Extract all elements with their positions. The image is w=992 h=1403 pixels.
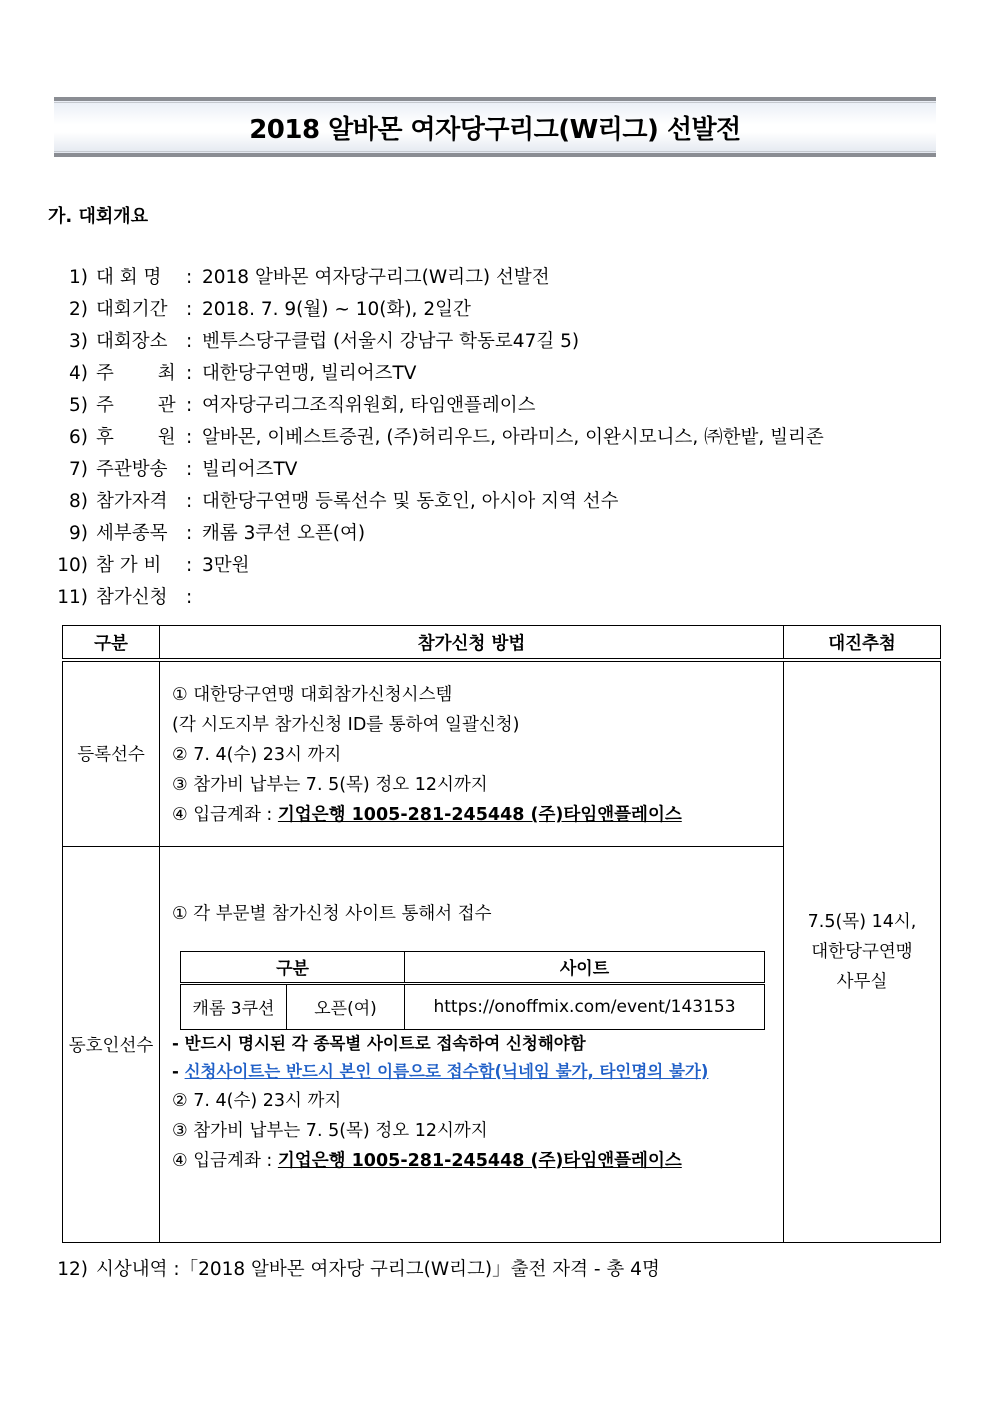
item-colon: : xyxy=(186,331,193,352)
item-label: 대 회 명 xyxy=(96,267,162,288)
item-value: 2018 알바몬 여자당구리그(W리그) 선발전 xyxy=(202,267,550,288)
item-colon: : xyxy=(186,587,193,608)
item-value: 알바몬, 이베스트증권, (주)허리우드, 아라미스, 이완시모니스, ㈜한밭, 빌리존 xyxy=(202,427,824,448)
note-prefix: - xyxy=(172,1061,185,1081)
list-item xyxy=(46,582,824,614)
overview-list xyxy=(46,262,824,614)
item-colon: : xyxy=(186,427,193,448)
item-label: 참 가 비 xyxy=(96,555,162,576)
item-number: 2) xyxy=(69,299,88,320)
table-header-row xyxy=(63,626,941,661)
bank-account: 기업은행 1005-281-245448 (주)타임앤플레이스 xyxy=(277,805,682,825)
note-line: - 반드시 명시된 각 종목별 사이트로 접속하여 신청해야함 xyxy=(172,1033,586,1053)
item-value: 캐롬 3쿠션 오픈(여) xyxy=(202,523,366,544)
list-item xyxy=(46,390,824,422)
item-label: 후 원 xyxy=(96,427,176,448)
item-colon: : xyxy=(186,363,193,384)
site-table xyxy=(180,951,765,1030)
item-label: 참가자격 xyxy=(96,491,168,512)
prize-text: 시상내역 :「2018 알바몬 여자당 구리그(W리그)」출전 자격 - 총 4명 xyxy=(96,1259,660,1280)
bank-account: 기업은행 1005-281-245448 (주)타임앤플레이스 xyxy=(277,1150,682,1171)
item-colon: : xyxy=(186,555,193,576)
item-number: 8) xyxy=(69,491,88,512)
list-item xyxy=(46,550,824,582)
item-number: 3) xyxy=(69,331,88,352)
site-row xyxy=(181,983,765,1029)
item-label: 주 관 xyxy=(96,395,176,416)
item-number: 6) xyxy=(69,427,88,448)
header-method: 참가신청 방법 xyxy=(160,626,784,661)
method-line: ③ 참가비 납부는 7. 5(목) 정오 12시까지 xyxy=(172,1120,488,1141)
item-label: 대회장소 xyxy=(96,331,168,352)
item-number: 11) xyxy=(57,587,88,608)
method-line: ① 각 부문별 참가신청 사이트 통해서 접수 xyxy=(172,903,492,924)
site-header-site: 사이트 xyxy=(405,951,765,983)
item-label: 세부종목 xyxy=(96,523,168,544)
site-header-row xyxy=(181,951,765,983)
draw-cell xyxy=(784,660,941,1242)
account-line xyxy=(172,1146,783,1176)
registration-table xyxy=(62,625,941,1243)
item-number: 4) xyxy=(69,363,88,384)
item-value: 여자당구리그조직위원회, 타임앤플레이스 xyxy=(202,395,536,416)
item-colon: : xyxy=(186,459,193,480)
item-number: 12) xyxy=(57,1259,88,1280)
item-value: 2018. 7. 9(월) ~ 10(화), 2일간 xyxy=(202,299,471,320)
list-item xyxy=(46,486,824,518)
item-value: 대한당구연맹 등록선수 및 동호인, 아시아 지역 선수 xyxy=(202,491,619,512)
site-url[interactable]: https://onoffmix.com/event/143153 xyxy=(405,983,765,1029)
draw-line: 대한당구연맹 xyxy=(811,941,913,962)
item-value: 3만원 xyxy=(202,555,250,576)
item-label: 주관방송 xyxy=(96,459,168,480)
header-draw: 대진추첨 xyxy=(784,626,941,661)
item-value: 빌리어즈TV xyxy=(202,459,298,480)
account-prefix: ④ 입금계좌 : xyxy=(172,805,278,825)
item-colon: : xyxy=(186,267,193,288)
amateur-label: 동호인선수 xyxy=(63,846,160,1242)
header-category: 구분 xyxy=(63,626,160,661)
item-number: 1) xyxy=(69,267,88,288)
document-title: 2018 알바몬 여자당구리그(W리그) 선발전 xyxy=(249,114,741,145)
amateur-method xyxy=(160,846,784,1242)
item-colon: : xyxy=(186,299,193,320)
method-line: ① 대한당구연맹 대회참가신청시스템 xyxy=(172,685,453,705)
list-item xyxy=(46,454,824,486)
account-prefix: ④ 입금계좌 : xyxy=(172,1150,278,1171)
list-item xyxy=(46,422,824,454)
item-number: 10) xyxy=(57,555,88,576)
list-item xyxy=(46,326,824,358)
draw-line: 사무실 xyxy=(836,971,888,992)
note-link[interactable]: 신청사이트는 반드시 본인 이름으로 접수함(닉네임 불가, 타인명의 불가) xyxy=(184,1061,709,1081)
registered-label: 등록선수 xyxy=(63,660,160,846)
method-line: ③ 참가비 납부는 7. 5(목) 정오 12시까지 xyxy=(172,775,488,795)
item-number: 7) xyxy=(69,459,88,480)
item-label: 대회기간 xyxy=(96,299,168,320)
list-item xyxy=(46,294,824,326)
site-division: 오픈(여) xyxy=(287,983,405,1029)
item-colon: : xyxy=(186,395,193,416)
account-line xyxy=(172,800,783,830)
prize-item xyxy=(46,1254,660,1286)
list-item xyxy=(46,358,824,390)
item-colon: : xyxy=(186,491,193,512)
item-label: 참가신청 xyxy=(96,587,168,608)
draw-line: 7.5(목) 14시, xyxy=(807,911,917,932)
list-item xyxy=(46,518,824,550)
item-number: 9) xyxy=(69,523,88,544)
item-label: 주 최 xyxy=(96,363,176,384)
item-value: 대한당구연맹, 빌리어즈TV xyxy=(202,363,417,384)
item-value: 벤투스당구클럽 (서울시 강남구 학동로47길 5) xyxy=(202,331,580,352)
method-line: ② 7. 4(수) 23시 까지 xyxy=(172,745,342,765)
method-line: (각 시도지부 참가신청 ID를 통하여 일괄신청) xyxy=(172,715,520,735)
item-colon: : xyxy=(186,523,193,544)
site-event: 캐롬 3쿠션 xyxy=(181,983,287,1029)
registered-method xyxy=(160,660,784,846)
item-number: 5) xyxy=(69,395,88,416)
method-line: ② 7. 4(수) 23시 까지 xyxy=(172,1090,342,1111)
document-title-box xyxy=(54,97,936,157)
note-line xyxy=(172,1058,783,1086)
table-row xyxy=(63,660,941,846)
list-item xyxy=(46,262,824,294)
section-heading: 가. 대회개요 xyxy=(48,206,149,227)
site-header-category: 구분 xyxy=(181,951,405,983)
